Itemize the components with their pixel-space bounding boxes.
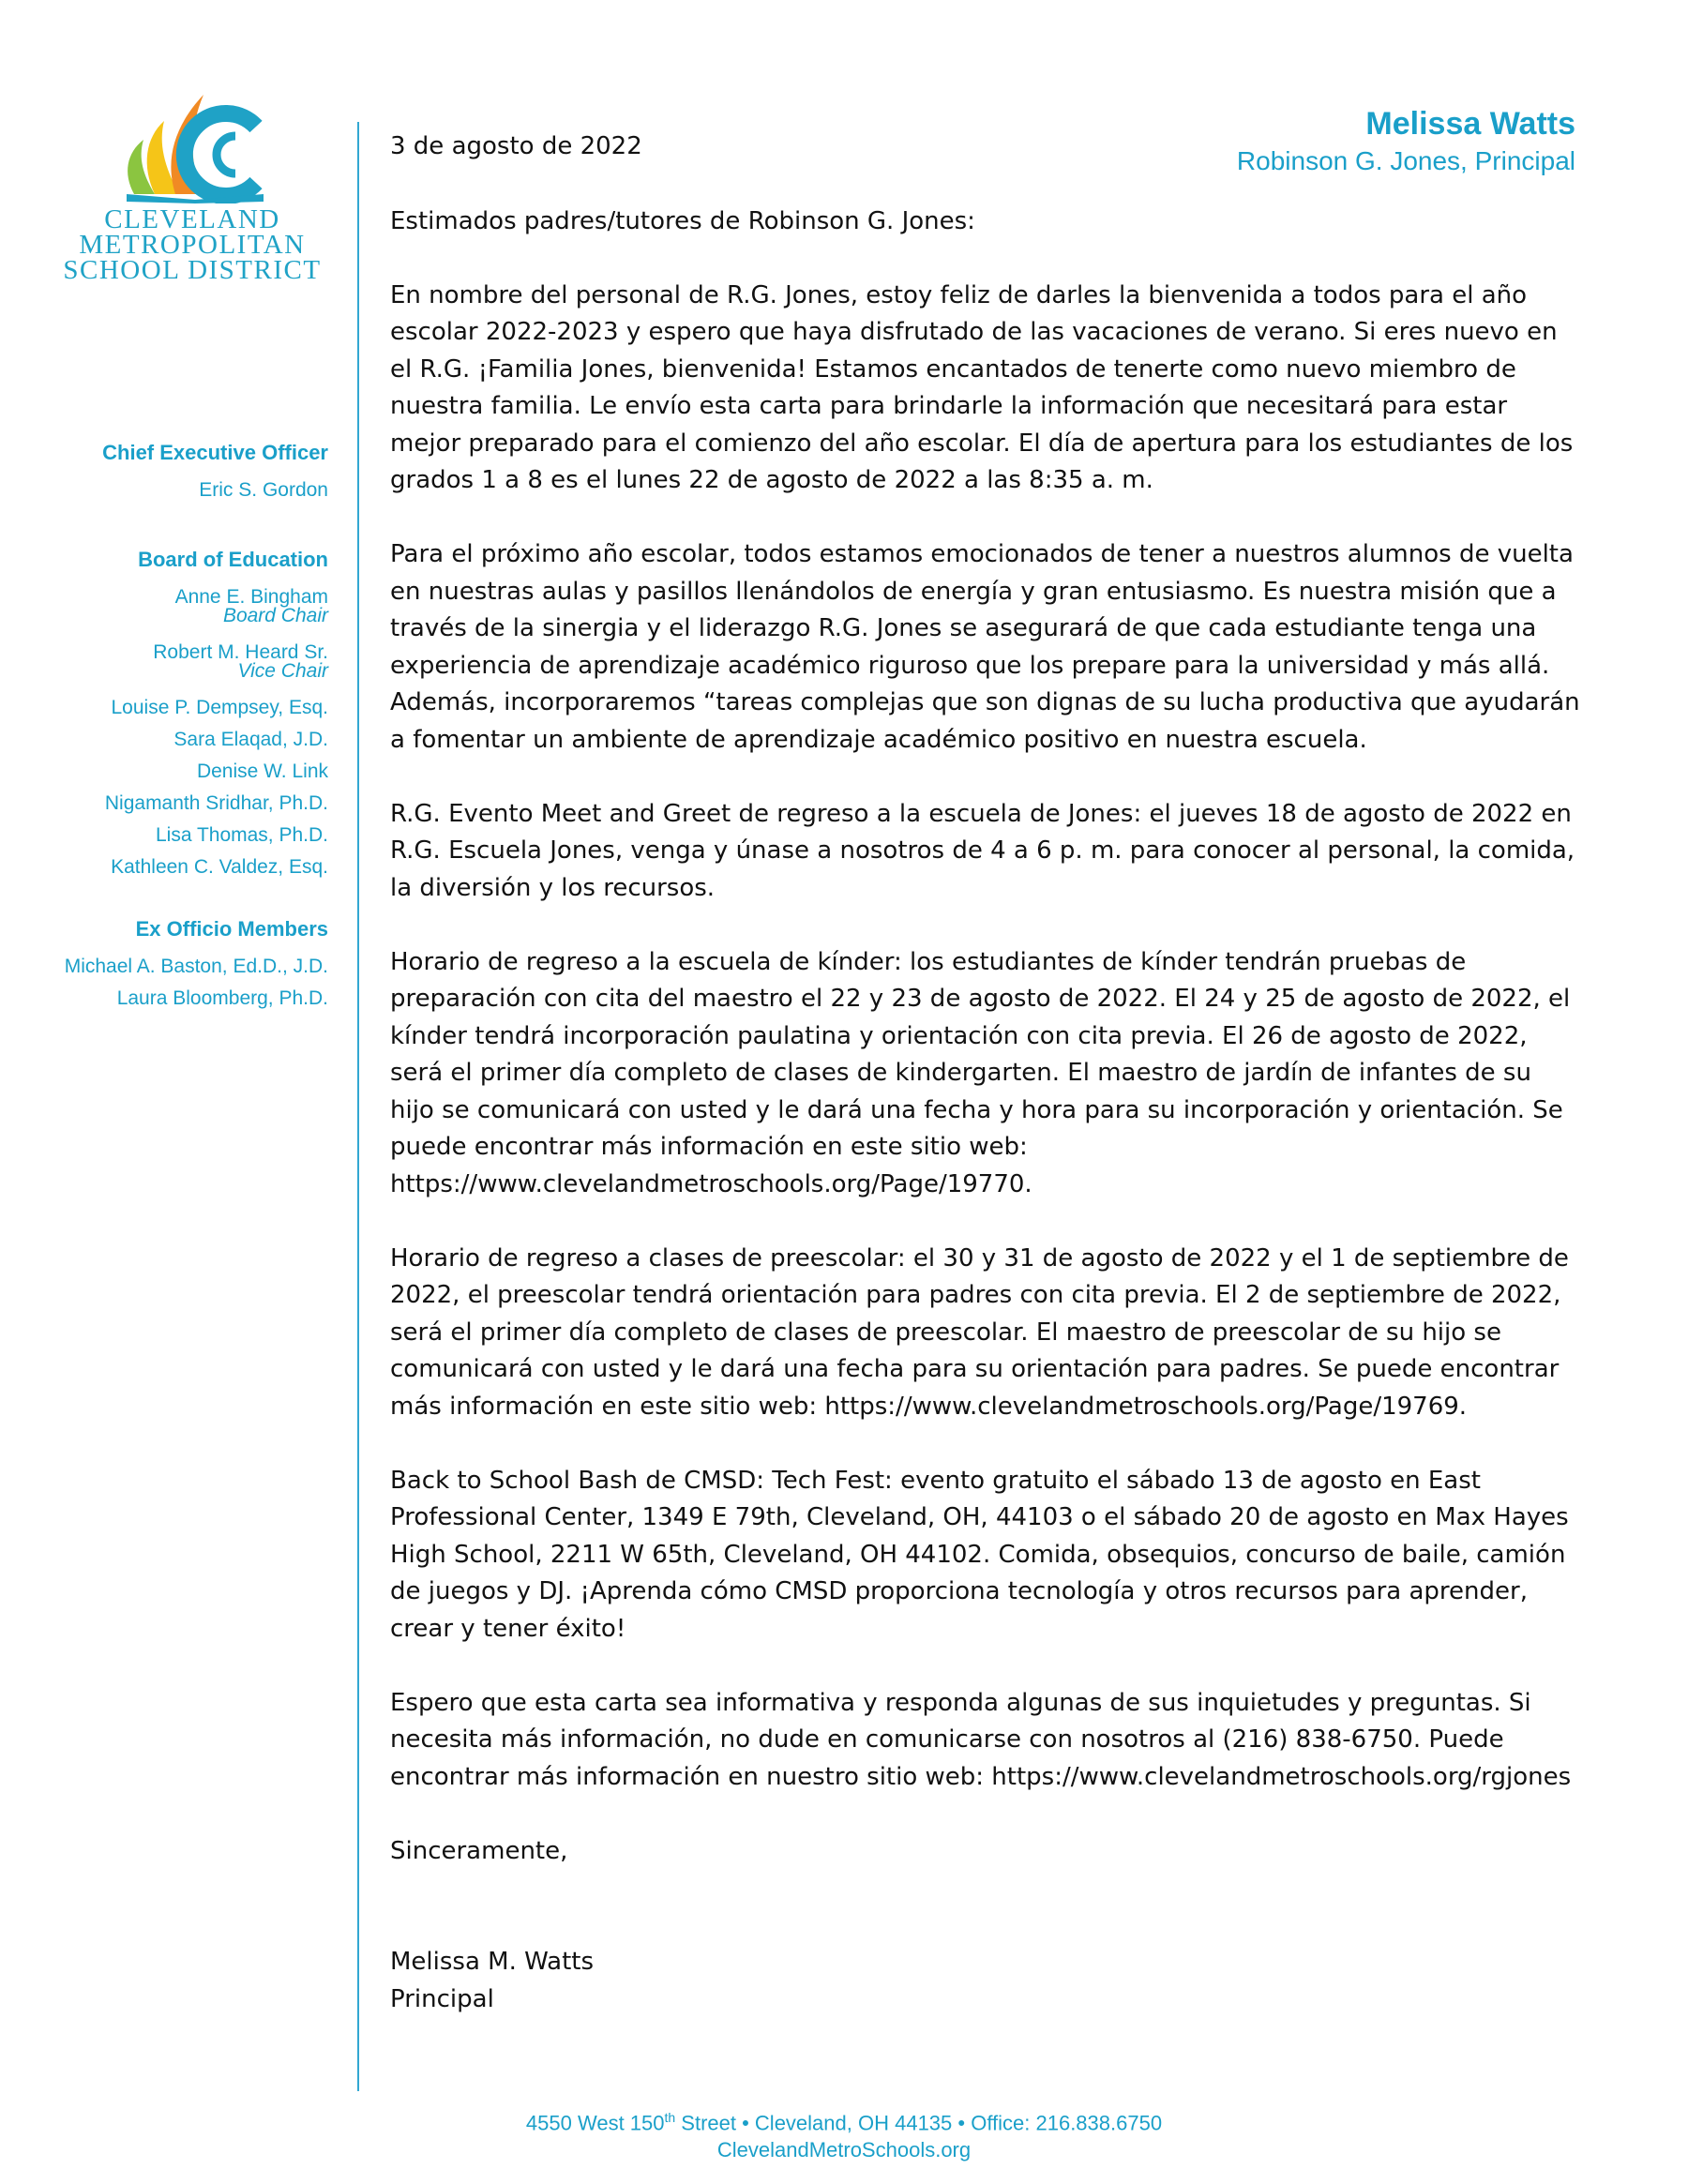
board-member: Denise W. Link [196,761,328,782]
letter-paragraph: Para el próximo año escolar, todos estamos emocionados de tener a nuestros alumnos de vuelta en nuestras aulas y pasillos llenándolos de energía y gran entusiasmo. Es nuestra misión que a través de la sinergia y el liderazgo R.G. Jones se asegurará de que cada estudiante tenga una experiencia de aprendizaje académico riguroso que los prepare para la universidad y más allá. Además, incorporaremos “tareas complejas que son dignas de su lucha productiva que ayudarán a fomentar un ambiente de aprendizaje académico positivo en nuestra escuela. [390,540,1580,754]
signer-title: Principal [390,1984,494,2013]
ceo-heading: Chief Executive Officer [102,441,328,464]
exofficio-member: Laura Bloomberg, Ph.D. [116,987,328,1009]
board-member-role: Board Chair [222,605,328,626]
letter-paragraph: En nombre del personal de R.G. Jones, estoy feliz de darles la bienvenida a todos para el año escolar 2022-2023 y espero que haya disfrutado de las vacaciones de verano. Si eres nuevo en el R.G. ¡Familia Jones, bienvenida! Estamos encantados de tenerte como nuevo miembro de nuestra familia. Le envío esta carta para brindarle la información que necesitará para estar mejor preparado para el comienzo del año escolar. El día de apertura para los estudiantes de los grados 1 a 8 es el lunes 22 de agosto de 2022 a las 8:35 a. m. [390,280,1574,494]
signer-name: Melissa M. Watts [390,1948,595,1976]
ceo-name: Eric S. Gordon [199,479,328,501]
letter-paragraph: Espero que esta carta sea informativa y responda algunas de sus inquietudes y preguntas. Si necesita más información, no dude en comunicarse con nosotros al (216) 838-6750. Puede encontrar más información en nuestro sitio web: https://www.clevelandmetroschools.org/rgjones [390,1688,1572,1791]
board-member: Louise P. Dempsey, Esq. [111,697,328,718]
footer-address-sup: th [664,2110,676,2125]
board-member: Kathleen C. Valdez, Esq. [111,856,328,878]
ceo-section [38,441,328,506]
exofficio-heading: Ex Officio Members [135,917,328,941]
logo-line-school-district: SCHOOL DISTRICT [63,255,322,285]
footer-address-end: Street • Cleveland, OH 44135 • Office: 216.838.6750 [675,2111,1163,2135]
logo-line-cleveland: CLEVELAND [104,204,280,234]
principal-title-header: Robinson G. Jones, Principal [1236,146,1575,175]
signature-block [390,1944,1581,2018]
board-member-role: Vice Chair [237,660,328,682]
district-logo-mark-icon [106,89,284,203]
letter-date: 3 de agosto de 2022 [390,132,642,160]
board-member: Sara Elaqad, J.D. [173,729,328,750]
board-member: Lisa Thomas, Ph.D. [155,824,328,846]
board-section [38,548,328,883]
footer-address [0,2110,1688,2135]
letter-closing: Sinceramente, [390,1836,568,1865]
exofficio-section [38,917,328,1015]
letter-greeting: Estimados padres/tutores de Robinson G. Jones: [390,206,975,235]
exofficio-member: Michael A. Baston, Ed.D., J.D. [64,956,328,977]
letter-paragraph: Back to School Bash de CMSD: Tech Fest: evento gratuito el sábado 13 de agosto en East Professional Center, 1349 E 79th, Cleveland, OH, 44103 o el sábado 20 de agosto en Max Hayes High School, 2211 W 65th, Cleveland, OH 44102. Comida, obsequios, concurso de baile, camión de juegos y DJ. ¡Aprenda cómo CMSD proporciona tecnología y otros recursos para aprender, crear y tener éxito! [390,1466,1569,1643]
principal-name-header: Melissa Watts [1365,106,1575,142]
footer-website-link[interactable]: ClevelandMetroSchools.org [716,2138,972,2161]
board-member: Nigamanth Sridhar, Ph.D. [104,792,328,814]
board-member: Anne E. Bingham [174,586,328,608]
logo-line-metropolitan: METROPOLITAN [79,230,306,260]
vertical-divider [357,122,359,2091]
footer-address-start: 4550 West 150 [525,2111,665,2135]
board-heading: Board of Education [138,548,328,571]
letter-paragraph: Horario de regreso a la escuela de kínder: los estudiantes de kínder tendrán pruebas de preparación con cita del maestro el 22 y 23 de agosto de 2022. El 24 y 25 de agosto de 2022, el kínder tendrá incorporación paulatina y orientación con cita previa. El 26 de agosto de 2022, será el primer día completo de clases de kindergarten. El maestro de jardín de infantes de su hijo se comunicará con usted y le dará una fecha y hora para su incorporación y orientación. Se puede encontrar más información en este sitio web: https://www.clevelandmetroschools.org/Page/19770. [390,947,1571,1198]
sidebar-leadership [38,441,328,1040]
letter-paragraph: Horario de regreso a clases de preescolar: el 30 y 31 de agosto de 2022 y el 1 de septiembre de 2022, el preescolar tendrá orientación para padres con cita previa. El 2 de septiembre de 2022, será el primer día completo de clases de preescolar. El maestro de preescolar de su hijo se comunicará con usted y le dará una fecha para su orientación para padres. Se puede encontrar más información en este sitio web: https://www.clevelandmetroschools.org/Page/19769. [390,1243,1569,1421]
board-member: Robert M. Heard Sr. [153,641,328,663]
district-logo [52,89,333,286]
letter-body [390,128,1581,2018]
letter-paragraph: R.G. Evento Meet and Greet de regreso a la escuela de Jones: el jueves 18 de agosto de 2022 en R.G. Escuela Jones, venga y únase a nosotros de 4 a 6 p. m. para conocer al personal, la comida, la diversión y los recursos. [390,799,1575,902]
